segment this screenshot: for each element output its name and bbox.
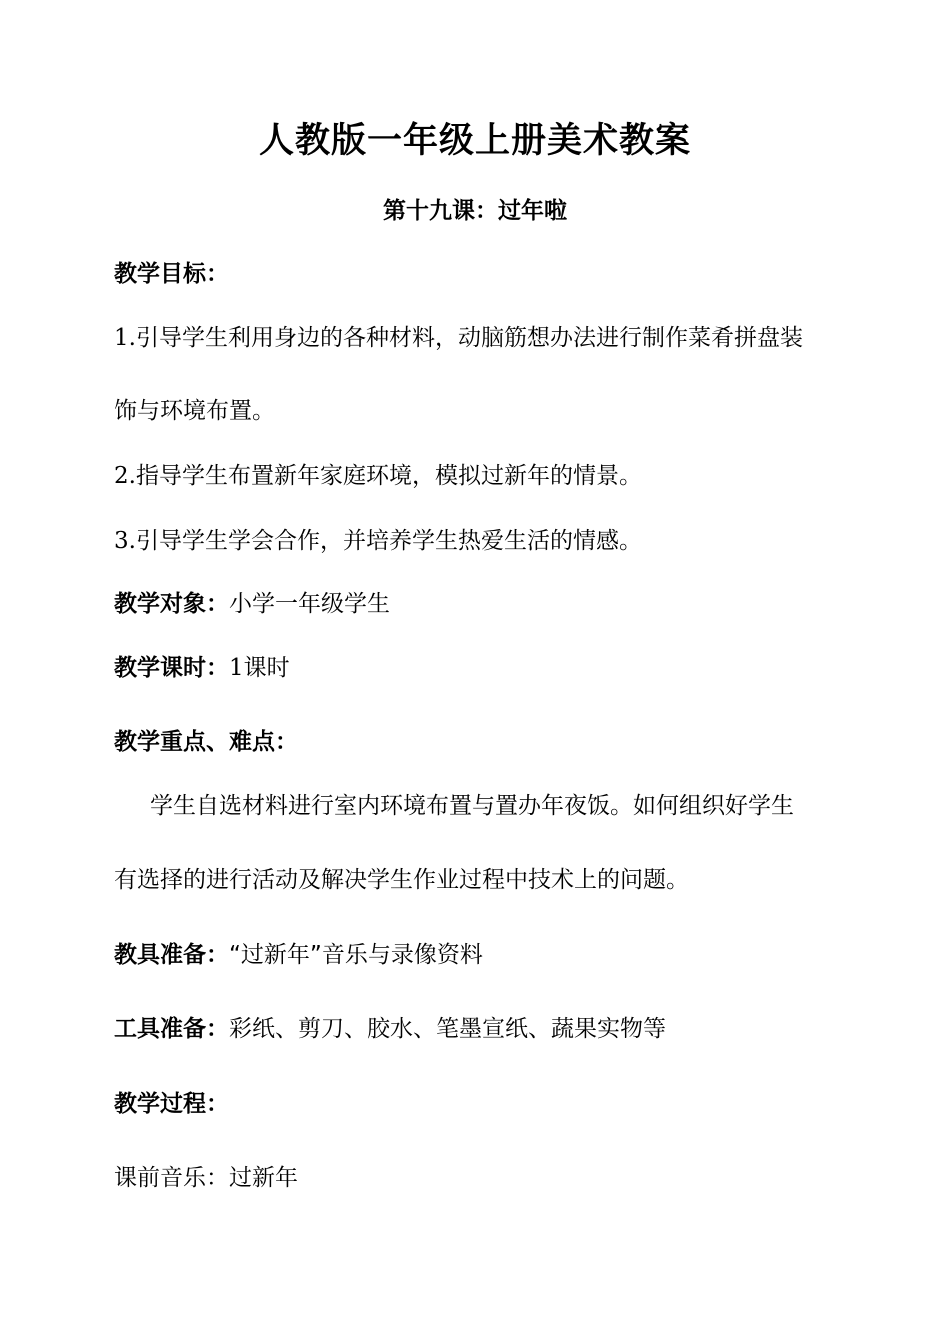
teaching-aids-value: “过新年”音乐与录像资料 (229, 942, 483, 968)
objective-3-number: 3. (114, 528, 136, 554)
pre-music-row (114, 1163, 844, 1193)
audience-value: 小学一年级学生 (229, 591, 390, 617)
lesson-subtitle: 第十九课：过年啦 (383, 198, 567, 224)
hours-label: 教学课时： (114, 655, 229, 681)
objective-2-number: 2. (114, 463, 136, 489)
hours-row (114, 653, 844, 683)
tools-label: 工具准备： (114, 1016, 229, 1042)
tools-value: 彩纸、剪刀、胶水、笔墨宣纸、蔬果实物等 (229, 1016, 666, 1042)
hours-number: 1 (229, 655, 244, 681)
objective-1-line-2: 饰与环境布置。 (114, 398, 275, 424)
objectives-heading: 教学目标： (114, 261, 229, 287)
audience-row (114, 589, 844, 619)
pre-music-value: 过新年 (229, 1165, 298, 1191)
keypoints-line-1: 学生自选材料进行室内环境布置与置办年夜饭。如何组织好学生 (150, 793, 794, 819)
tools-row (114, 1014, 844, 1044)
objective-1-number: 1. (114, 325, 136, 351)
teaching-aids-label: 教具准备： (114, 942, 229, 968)
objective-1-line-1 (114, 323, 844, 353)
objective-1-text: 引导学生利用身边的各种材料，动脑筋想办法进行制作菜肴拼盘装 (135, 325, 803, 351)
document-title: 人教版一年级上册美术教案 (258, 121, 691, 161)
process-heading: 教学过程： (114, 1091, 229, 1117)
objective-2-text: 指导学生布置新年家庭环境，模拟过新年的情景。 (135, 463, 642, 489)
objective-2 (114, 461, 844, 491)
teaching-aids-row (114, 940, 844, 970)
objective-3 (114, 526, 844, 556)
audience-label: 教学对象： (114, 591, 229, 617)
objective-3-text: 引导学生学会合作，并培养学生热爱生活的情感。 (135, 528, 642, 554)
keypoints-line-2: 有选择的进行活动及解决学生作业过程中技术上的问题。 (114, 867, 689, 893)
keypoints-heading: 教学重点、难点： (114, 729, 298, 755)
hours-unit: 课时 (243, 655, 290, 681)
pre-music-label: 课前音乐： (114, 1165, 229, 1191)
